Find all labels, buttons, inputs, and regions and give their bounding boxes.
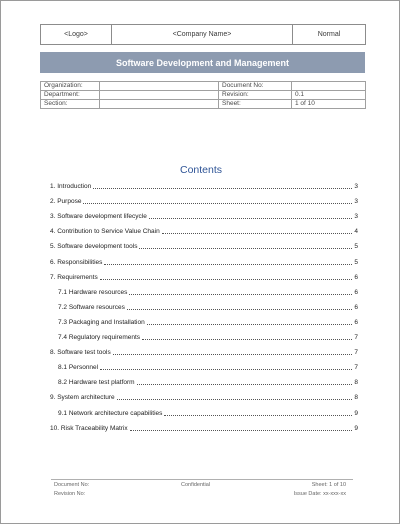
- classification-label: Normal: [317, 31, 341, 38]
- toc-entry-title: 3. Software development lifecycle: [50, 213, 147, 220]
- toc-dot-leader: [130, 429, 353, 431]
- toc-page-number: 8: [354, 379, 358, 386]
- toc-page-number: 7: [354, 334, 358, 341]
- sheet-label: Sheet:: [219, 100, 292, 109]
- toc-entry[interactable]: [50, 257, 358, 267]
- toc-dot-leader: [104, 263, 352, 265]
- footer-confidential: Confidential: [181, 482, 211, 488]
- toc-entry-title: 10. Risk Traceability Matrix: [50, 425, 128, 432]
- toc-dot-leader: [129, 293, 352, 295]
- toc-page-number: 9: [354, 410, 358, 417]
- toc-dot-leader: [83, 202, 352, 204]
- document-title: Software Development and Management: [40, 52, 365, 73]
- revision-label: Revision:: [219, 91, 292, 100]
- toc-dot-leader: [100, 278, 353, 280]
- toc-page-number: 8: [354, 394, 358, 401]
- toc-entry-title: 9.1 Network architecture capabilities: [58, 410, 163, 417]
- footer-revision-no: Revision No:: [54, 491, 86, 497]
- toc-entry-title: 5. Software development tools: [50, 243, 138, 250]
- contents-heading: Contents: [179, 164, 223, 176]
- toc-page-number: 7: [354, 364, 358, 371]
- toc-entry-title: 7.4 Regulatory requirements: [58, 334, 141, 341]
- toc-dot-leader: [137, 383, 353, 385]
- toc-dot-leader: [100, 368, 352, 370]
- sheet-value: 1 of 10: [292, 100, 366, 109]
- info-row: [41, 100, 366, 109]
- department-label: Department:: [41, 91, 100, 100]
- section-value: [100, 100, 219, 109]
- footer-document-no: Document No:: [54, 482, 90, 488]
- section-label: Section:: [41, 100, 100, 109]
- toc-dot-leader: [162, 232, 353, 234]
- toc-entry[interactable]: [50, 196, 358, 206]
- toc-entry-title: 7.3 Packaging and Installation: [58, 319, 145, 326]
- info-row: [41, 91, 366, 100]
- toc-page-number: 7: [354, 349, 358, 356]
- toc-page-number: 6: [354, 289, 358, 296]
- toc-page-number: 5: [354, 243, 358, 250]
- toc-entry[interactable]: [50, 226, 358, 236]
- toc-page-number: 3: [354, 213, 358, 220]
- footer-issue-date: Issue Date: xx-xxx-xx: [293, 491, 346, 497]
- toc-dot-leader: [164, 414, 352, 416]
- toc-entry-title: 8. Software test tools: [50, 349, 111, 356]
- header-table: [40, 24, 366, 45]
- toc-entry-title: 7. Requirements: [50, 274, 98, 281]
- footer-divider: [51, 479, 353, 480]
- info-row: [41, 82, 366, 91]
- toc-entry-title: 8.1 Personnel: [58, 364, 99, 371]
- toc-entry-title: 6. Responsibilities: [50, 259, 103, 266]
- toc-entry[interactable]: [50, 272, 358, 282]
- company-name: <Company Name>: [112, 25, 293, 44]
- toc-entry[interactable]: [58, 362, 358, 372]
- organization-value: [100, 82, 219, 91]
- toc-dot-leader: [147, 323, 353, 325]
- document-no-value: [292, 82, 366, 91]
- toc-dot-leader: [142, 338, 352, 340]
- toc-dot-leader: [127, 308, 353, 310]
- toc-entry-title: 8.2 Hardware test platform: [58, 379, 135, 386]
- toc-entry-title: 4. Contribution to Service Value Chain: [50, 228, 160, 235]
- toc-page-number: 3: [354, 183, 358, 190]
- toc-entry-title: 9. System architecture: [50, 394, 115, 401]
- toc-entry[interactable]: [58, 377, 358, 387]
- toc-entry[interactable]: [58, 408, 358, 418]
- toc-page-number: 4: [354, 228, 358, 235]
- toc-dot-leader: [117, 398, 353, 400]
- toc-entry-title: 7.1 Hardware resources: [58, 289, 128, 296]
- toc-entry[interactable]: [50, 347, 358, 357]
- toc-entry-title: 7.2 Software resources: [58, 304, 125, 311]
- toc-page-number: 6: [354, 319, 358, 326]
- footer-sheet: Sheet: 1 of 10: [311, 482, 346, 488]
- logo-placeholder: <Logo>: [41, 25, 112, 44]
- document-no-label: Document No:: [219, 82, 292, 91]
- toc-entry[interactable]: [50, 181, 358, 191]
- revision-value: 0.1: [292, 91, 366, 100]
- document-info-table: [40, 81, 366, 109]
- toc-page-number: 3: [354, 198, 358, 205]
- toc-page-number: 9: [354, 425, 358, 432]
- toc-page-number: 6: [354, 274, 358, 281]
- toc-entry[interactable]: [58, 332, 358, 342]
- toc-entry-title: 1. Introduction: [50, 183, 92, 190]
- toc-entry-title: 2. Purpose: [50, 198, 82, 205]
- toc-entry[interactable]: [50, 392, 358, 402]
- toc-entry[interactable]: [58, 287, 358, 297]
- toc-entry[interactable]: [50, 241, 358, 251]
- toc-page-number: 5: [354, 259, 358, 266]
- toc-dot-leader: [149, 217, 353, 219]
- department-value: [100, 91, 219, 100]
- toc-entry[interactable]: [58, 302, 358, 312]
- toc-entry[interactable]: [50, 423, 358, 433]
- toc-page-number: 6: [354, 304, 358, 311]
- toc-dot-leader: [93, 187, 352, 189]
- organization-label: Organization:: [41, 82, 100, 91]
- toc-dot-leader: [113, 353, 353, 355]
- toc-entry[interactable]: [50, 211, 358, 221]
- toc-entry[interactable]: [58, 317, 358, 327]
- toc-dot-leader: [139, 247, 352, 249]
